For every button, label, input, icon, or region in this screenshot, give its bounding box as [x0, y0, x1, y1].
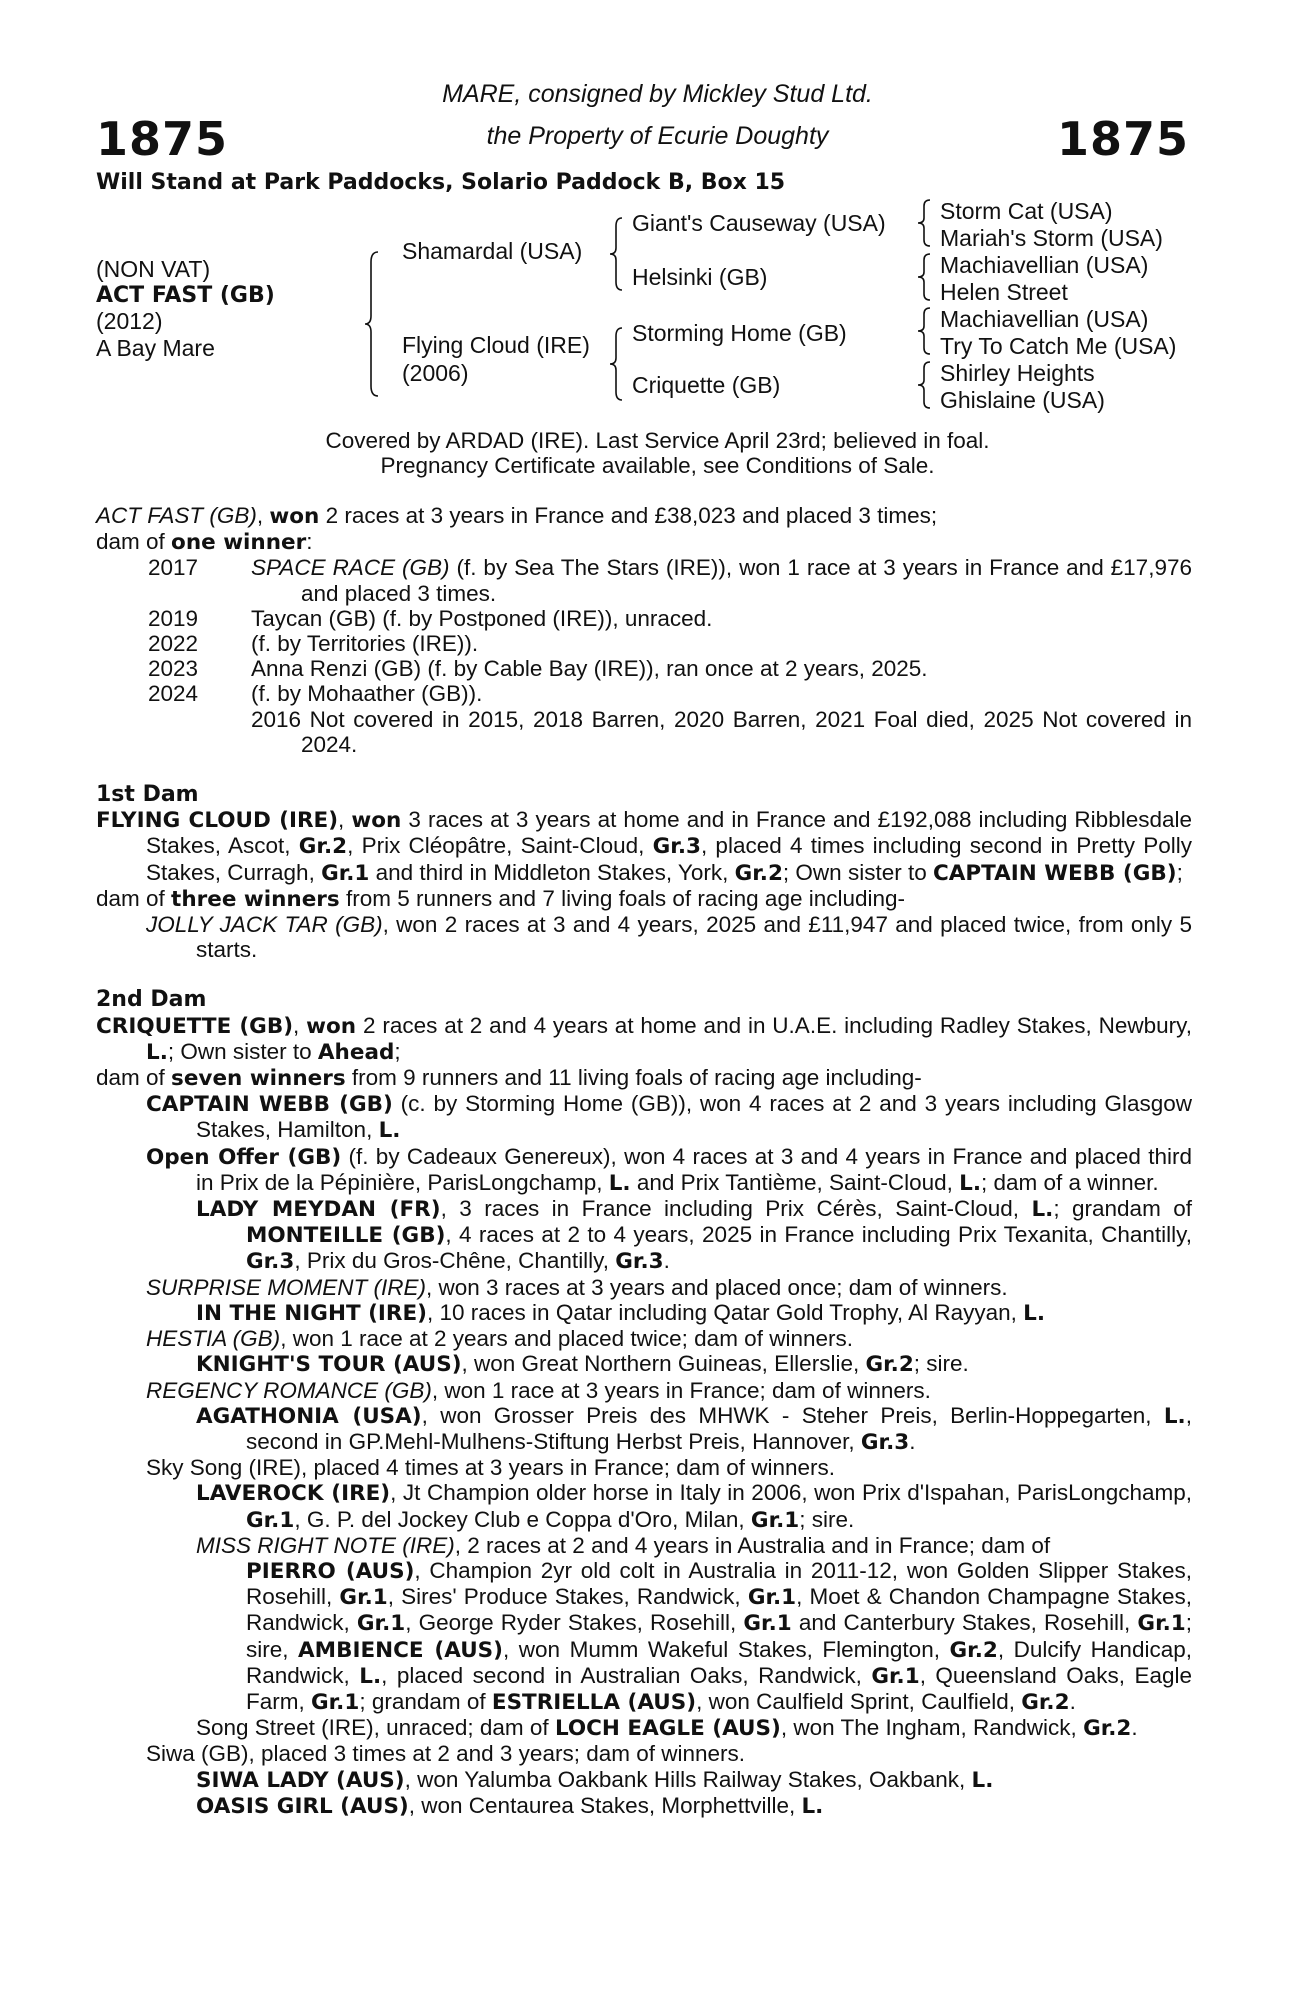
- horse-year: (2012): [96, 308, 163, 334]
- grade-label: Gr.2: [949, 1637, 998, 1663]
- grade-label: Gr.1: [871, 1663, 920, 1689]
- progeny-name: JOLLY JACK TAR (GB): [146, 912, 383, 938]
- progeny-entry: [196, 1300, 1192, 1326]
- grade-label: Gr.3: [652, 834, 701, 860]
- foal-year: [96, 707, 251, 757]
- pregnancy-note: Pregnancy Certificate available, see Conditions of Sale.: [380, 453, 935, 478]
- progeny-detail: ; sire.: [913, 1351, 969, 1377]
- progeny-entry: [146, 1275, 1192, 1300]
- progeny-detail: ; grandam of: [359, 1688, 492, 1714]
- pedigree-bracket-ds: [916, 306, 934, 356]
- progeny-detail: , won Mumm Wakeful Stakes, Flemington,: [502, 1636, 950, 1662]
- foal-name: SPACE RACE (GB): [251, 555, 450, 581]
- grade-label: L.: [1031, 1197, 1054, 1223]
- second-dam-name: CRIQUETTE (GB): [96, 1013, 294, 1039]
- progeny-detail: ; grandam of: [1053, 1196, 1193, 1222]
- progeny-name: MONTEILLE (GB): [246, 1223, 446, 1249]
- dam-year: (2006): [402, 360, 469, 386]
- progeny-entry: [196, 1480, 1192, 1532]
- grade-label: L.: [971, 1767, 994, 1793]
- progeny-detail: , Moet & Chandon Champagne Stakes, Randwick,: [246, 1584, 1192, 1636]
- progeny-detail: .: [909, 1428, 916, 1454]
- progeny-detail: , 4 races at 2 to 4 years, 2025 in France including Prix Texanita, Chantilly,: [445, 1222, 1192, 1248]
- sire-dam-dam: Helen Street: [940, 279, 1068, 305]
- foal-note: 2016 Not covered in 2015, 2018 Barren, 2020 Barren, 2021 Foal died, 2025 Not covered in 2024.: [251, 706, 1192, 757]
- grade-label: Gr.3: [246, 1249, 295, 1275]
- dam-of-suffix: from 5 runners and 7 living foals of racing age including-: [339, 885, 906, 911]
- progeny-detail: (f. by Cadeaux Genereux), won 4 races at 3 and 4 years in France and placed third in Prix de la Pépinière, ParisLongchamp,: [196, 1143, 1193, 1195]
- progeny-name: SIWA LADY (AUS): [196, 1767, 405, 1793]
- grade-label: L.: [1163, 1403, 1186, 1429]
- won-label: won: [306, 1013, 357, 1039]
- pedigree-bracket-main: [364, 250, 384, 398]
- foal-text: Anna Renzi (GB) (f. by Cable Bay (IRE)), ran once at 2 years, 2025.: [251, 656, 928, 682]
- progeny-name: AMBIENCE (AUS): [298, 1637, 503, 1663]
- grade-label: L.: [359, 1663, 382, 1689]
- progeny-entry: [146, 1144, 1192, 1196]
- grade-label: Gr.2: [1021, 1689, 1070, 1715]
- grade-label: Gr.2: [1083, 1716, 1132, 1742]
- record-text: 3 races at 3 years at home and in France and £192,088 including Ribblesdale Stakes, Ascot,: [146, 807, 1193, 859]
- progeny-name: AGATHONIA (USA): [196, 1403, 422, 1429]
- grade-label: Gr.1: [750, 1507, 800, 1533]
- progeny-detail: , won The Ingham, Randwick,: [780, 1715, 1084, 1741]
- grade-label: Gr.1: [1137, 1611, 1186, 1637]
- progeny-detail: , won Grosser Preis des MHWK - Steher Preis, Berlin-Hoppegarten,: [421, 1402, 1164, 1428]
- record-text: , Prix Cléopâtre, Saint-Cloud,: [347, 833, 653, 859]
- dam-dam-sire: Shirley Heights: [940, 360, 1095, 386]
- stand-location: Will Stand at Park Paddocks, Solario Paddock B, Box 15: [96, 170, 786, 195]
- grade-label: Gr.2: [865, 1352, 914, 1378]
- foal-year: 2022: [148, 631, 199, 657]
- progeny-detail: , won 3 races at 3 years and placed once; dam of winners.: [426, 1274, 1008, 1300]
- progeny-name: OASIS GIRL (AUS): [196, 1793, 409, 1819]
- progeny-detail: , 2 races at 2 and 4 years in Australia and in France; dam of: [454, 1532, 1051, 1558]
- dam-sire: Storming Home (GB): [632, 320, 847, 346]
- second-dam-produce-summary: [96, 1065, 1192, 1091]
- grade-label: Gr.3: [615, 1249, 664, 1275]
- progeny-detail: , George Ryder Stakes, Rosehill,: [405, 1610, 744, 1636]
- progeny-detail: , Champion 2yr old colt in Australia in 2011-12, won Golden Slipper Stakes, Rosehill,: [246, 1557, 1193, 1610]
- won-label: won: [351, 808, 402, 834]
- dam-dam: Criquette (GB): [632, 372, 781, 398]
- foal-year: 2023: [148, 656, 199, 682]
- progeny-detail: ; sire,: [246, 1610, 1192, 1662]
- sister-name: Ahead: [317, 1039, 395, 1065]
- foal-text: (f. by Mohaather (GB)).: [251, 681, 483, 707]
- record-text: ;: [1176, 859, 1183, 885]
- progeny-entry: [146, 1326, 1192, 1351]
- progeny-detail: and Canterbury Stakes, Rosehill,: [791, 1610, 1138, 1636]
- dam-of-line: [96, 529, 1192, 555]
- progeny-detail: , won Caulfield Sprint, Caulfield,: [696, 1688, 1022, 1714]
- progeny-entry: [246, 1558, 1192, 1715]
- progeny-detail: Song Street (IRE), unraced; dam of: [196, 1715, 555, 1741]
- sire-sire-sire: Storm Cat (USA): [940, 198, 1113, 224]
- second-dam-heading: 2nd Dam: [96, 987, 207, 1013]
- progeny-entry: [196, 1196, 1192, 1275]
- vat-status: (NON VAT): [96, 256, 211, 282]
- record-text: , placed 4 times including second in Pretty Polly Stakes, Curragh,: [146, 833, 1193, 885]
- sire-dam-sire: Machiavellian (USA): [940, 252, 1149, 278]
- progeny-detail: , won Yalumba Oakbank Hills Railway Stakes, Oakbank,: [404, 1766, 972, 1792]
- sire-sire-dam: Mariah's Storm (USA): [940, 225, 1163, 251]
- grade-label: Gr.1: [747, 1585, 797, 1611]
- produce-record: [96, 503, 1192, 1819]
- won-label: won: [269, 504, 320, 529]
- progeny-detail: , Jt Champion older horse in Italy in 2006, won Prix d'Ispahan, ParisLongchamp,: [390, 1480, 1192, 1506]
- progeny-name: LADY MEYDAN (FR): [196, 1197, 441, 1223]
- progeny-detail: , Sires' Produce Stakes, Randwick,: [387, 1584, 748, 1610]
- progeny-name: PIERRO (AUS): [246, 1558, 415, 1584]
- foal-row: [96, 707, 1192, 757]
- progeny-entry: [196, 1793, 1192, 1819]
- grade-label: L.: [146, 1039, 168, 1065]
- foal-row: [96, 606, 1192, 631]
- progeny-detail: (c. by Storming Home (GB)), won 4 races at 2 and 3 years including Glasgow Stakes, Hamilton,: [196, 1091, 1193, 1143]
- progeny-detail: ; dam of a winner.: [981, 1169, 1159, 1195]
- record-text: ;: [394, 1038, 401, 1064]
- grade-label: Gr.1: [321, 860, 370, 886]
- progeny-name: ESTRIELLA (AUS): [491, 1689, 697, 1715]
- progeny-entry: [196, 1767, 1192, 1793]
- horse-name: ACT FAST (GB): [96, 283, 275, 308]
- grade-label: Gr.1: [356, 1611, 406, 1637]
- dam-of-prefix: dam of: [96, 1065, 172, 1091]
- first-dam-heading: 1st Dam: [96, 782, 199, 808]
- grade-label: Gr.1: [246, 1507, 295, 1533]
- first-dam-produce-summary: [96, 886, 1192, 912]
- lot-number-right: 1875: [1056, 112, 1189, 166]
- foal-row: [96, 656, 1192, 681]
- grade-label: L.: [378, 1118, 401, 1144]
- progeny-name: IN THE NIGHT (IRE): [196, 1300, 427, 1326]
- progeny-name: HESTIA (GB): [146, 1326, 281, 1352]
- grade-label: L.: [1023, 1300, 1046, 1326]
- progeny-entry: [196, 1403, 1192, 1455]
- pedigree-bracket-sd: [916, 252, 934, 302]
- record-text: ; Own sister to: [782, 859, 933, 885]
- produce-intro: ACT FAST (GB), won 2 races at 3 years in France and £38,023 and placed 3 times;: [96, 503, 938, 529]
- grade-label: Gr.1: [311, 1689, 360, 1715]
- progeny-detail: .: [1131, 1715, 1138, 1741]
- pedigree-bracket-dd: [916, 360, 934, 410]
- dam-of-prefix: dam of: [96, 885, 172, 911]
- dam: Flying Cloud (IRE): [402, 332, 590, 358]
- progeny-entry: [196, 1533, 1192, 1558]
- grade-label: Gr.1: [339, 1585, 388, 1611]
- consignor-line: MARE, consigned by Mickley Stud Ltd.: [442, 80, 873, 108]
- property-line: the Property of Ecurie Doughty: [486, 122, 829, 150]
- progeny-detail: .: [1069, 1688, 1076, 1714]
- record-text: and third in Middleton Stakes, York,: [369, 859, 735, 885]
- sister-name: CAPTAIN WEBB (GB): [932, 860, 1177, 886]
- foal-text: [251, 555, 1192, 605]
- progeny-detail: , placed second in Australian Oaks, Randwick,: [381, 1662, 872, 1688]
- dam-sire-dam: Try To Catch Me (USA): [940, 333, 1177, 359]
- progeny-detail: , 3 races in France including Prix Cérès, Saint-Cloud,: [440, 1196, 1032, 1222]
- progeny-name: SURPRISE MOMENT (IRE): [146, 1274, 427, 1300]
- grade-label: L.: [608, 1170, 631, 1196]
- progeny-detail: , Dulcify Handicap, Randwick,: [246, 1636, 1192, 1688]
- dam-of-suffix: from 9 runners and 11 living foals of racing age including-: [345, 1065, 922, 1091]
- dam-of-suffix: :: [306, 529, 313, 555]
- winners-count: one winner: [171, 530, 307, 556]
- progeny-detail: .: [663, 1248, 670, 1274]
- progeny-detail: , won 2 races at 3 and 4 years, 2025 and £11,947 and placed twice, from only 5 starts.: [196, 912, 1192, 963]
- first-dam-progeny: [146, 912, 1192, 962]
- progeny-entry: [196, 1351, 1192, 1377]
- first-dam-name: FLYING CLOUD (IRE): [96, 808, 339, 834]
- foal-row: [96, 555, 1192, 605]
- progeny-detail: , won 1 race at 2 years and placed twice; dam of winners.: [280, 1326, 853, 1352]
- mare-name: ACT FAST (GB): [96, 503, 257, 528]
- sire-dam: Helsinki (GB): [632, 264, 768, 290]
- progeny-detail: , won 1 race at 3 years in France; dam of winners.: [431, 1377, 931, 1403]
- progeny-name: Open Offer (GB): [146, 1144, 342, 1170]
- grade-label: Gr.2: [298, 834, 348, 860]
- progeny-detail: , 10 races in Qatar including Qatar Gold Trophy, Al Rayyan,: [427, 1299, 1024, 1325]
- foal-year: 2017: [148, 555, 199, 581]
- progeny-name: CAPTAIN WEBB (GB): [146, 1092, 393, 1118]
- progeny-entry: [146, 1091, 1192, 1143]
- foal-detail: (f. by Sea The Stars (IRE)), won 1 race at 3 years in France and £17,976 and placed 3 times.: [301, 555, 1192, 606]
- grade-label: L.: [959, 1170, 981, 1196]
- dam-of-prefix: dam of: [96, 529, 172, 555]
- progeny-detail: ; sire.: [799, 1506, 855, 1532]
- grade-label: L.: [801, 1793, 824, 1819]
- progeny-entry: [146, 1378, 1192, 1403]
- progeny-detail: , won Great Northern Guineas, Ellerslie,: [461, 1351, 866, 1377]
- progeny-name: REGENCY ROMANCE (GB): [146, 1377, 432, 1403]
- lot-number-left: 1875: [96, 112, 229, 166]
- grade-label: Gr.3: [860, 1429, 910, 1455]
- progeny-detail: , won Centaurea Stakes, Morphettville,: [408, 1792, 802, 1818]
- foal-text: Taycan (GB) (f. by Postponed (IRE)), unraced.: [251, 605, 713, 631]
- pedigree-bracket-ss: [916, 198, 934, 248]
- record-text: ; Own sister to: [167, 1038, 318, 1064]
- second-dam-record: CRIQUETTE (GB), won 2 races at 2 and 4 years at home and in U.A.E. including Radley Stakes, Newbury, L.; Own sister to Ahead;: [96, 1012, 1192, 1065]
- produce-intro-text: 2 races at 3 years in France and £38,023 and placed 3 times;: [319, 503, 938, 528]
- progeny-detail: and Prix Tantième, Saint-Cloud,: [630, 1169, 960, 1195]
- progeny-name: MISS RIGHT NOTE (IRE): [196, 1532, 455, 1558]
- sire-sire: Giant's Causeway (USA): [632, 210, 886, 236]
- progeny-entry: Siwa (GB), placed 3 times at 2 and 3 years; dam of winners.: [146, 1741, 746, 1767]
- foal-text: (f. by Territories (IRE)).: [251, 631, 479, 657]
- foal-row: [96, 681, 1192, 706]
- pedigree-bracket-dam: [608, 326, 628, 404]
- horse-description: A Bay Mare: [96, 335, 215, 361]
- foal-year: 2024: [148, 681, 199, 707]
- dam-dam-dam: Ghislaine (USA): [940, 387, 1105, 413]
- foal-year: 2019: [148, 605, 199, 631]
- grade-label: Gr.2: [734, 860, 783, 886]
- dam-sire-sire: Machiavellian (USA): [940, 306, 1149, 332]
- progeny-name: LOCH EAGLE (AUS): [554, 1716, 781, 1742]
- sire: Shamardal (USA): [402, 238, 583, 264]
- winners-count: three winners: [171, 886, 340, 912]
- progeny-detail: , G. P. del Jockey Club e Coppa d'Oro, Milan,: [294, 1506, 751, 1532]
- pedigree-bracket-sire: [608, 216, 628, 294]
- winners-count: seven winners: [171, 1066, 346, 1092]
- progeny-detail: , second in GP.Mehl-Mulhens-Stiftung Herbst Preis, Hannover,: [246, 1402, 1192, 1454]
- progeny-entry: Sky Song (IRE), placed 4 times at 3 years in France; dam of winners.: [146, 1455, 836, 1481]
- progeny-entry: [196, 1715, 1192, 1741]
- grade-label: Gr.1: [743, 1611, 792, 1637]
- foal-row: [96, 631, 1192, 656]
- progeny-name: LAVEROCK (IRE): [196, 1481, 391, 1507]
- first-dam-record: FLYING CLOUD (IRE), won 3 races at 3 years at home and in France and £192,088 including Ribblesdale Stakes, Ascot, Gr.2, Prix Cléopâtre, Saint-Cloud, Gr.3, placed 4 times including second in Pretty Polly Stakes, Curragh, Gr.1 and third in Middleton Stakes, York, Gr.2; Own sister to CAPTAIN WEBB (GB);: [96, 807, 1193, 886]
- progeny-detail: , Prix du Gros-Chêne, Chantilly,: [294, 1248, 616, 1274]
- progeny-name: KNIGHT'S TOUR (AUS): [196, 1352, 462, 1378]
- record-text: 2 races at 2 and 4 years at home and in U.A.E. including Radley Stakes, Newbury,: [356, 1012, 1192, 1038]
- progeny-detail: , Queensland Oaks, Eagle Farm,: [246, 1662, 1192, 1714]
- covered-note: Covered by ARDAD (IRE). Last Service April 23rd; believed in foal.: [325, 428, 990, 453]
